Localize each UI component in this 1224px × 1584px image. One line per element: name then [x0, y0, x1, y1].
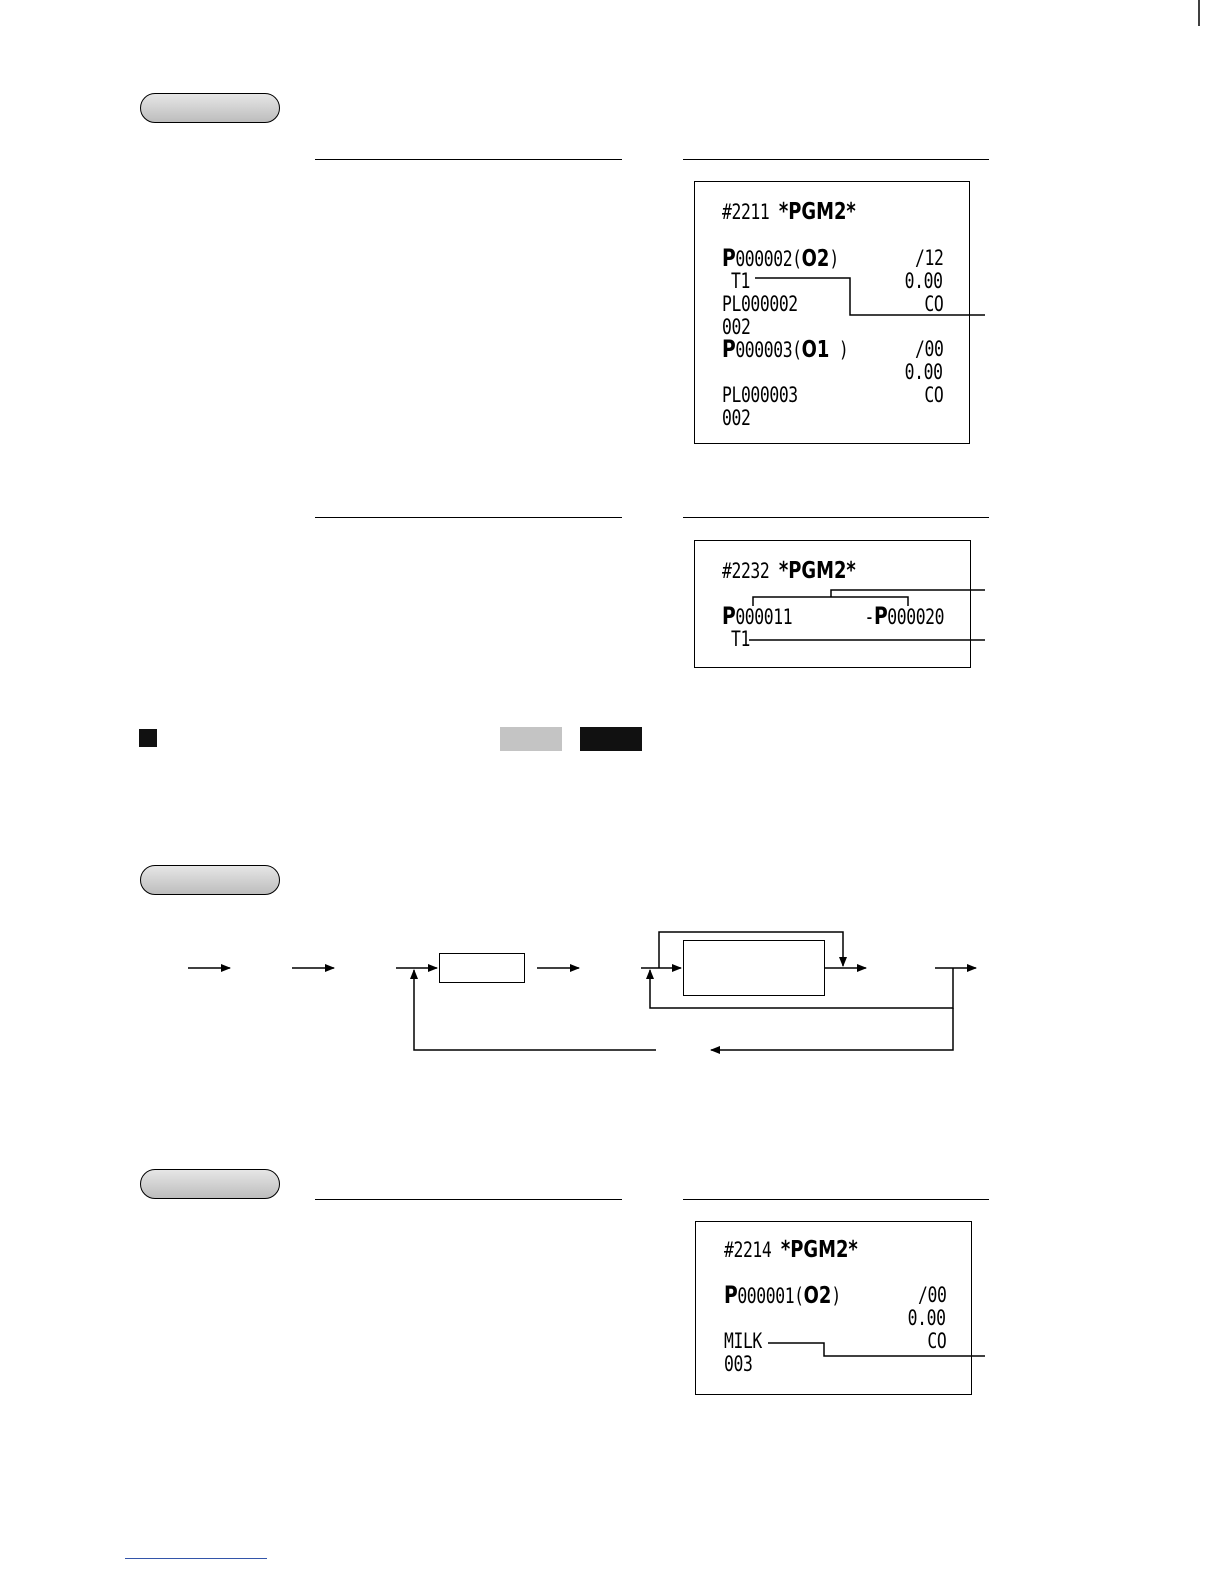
receipt-1-line-8-left: 002	[722, 406, 751, 430]
paren: )	[831, 1284, 841, 1308]
receipt-2-range-start	[722, 602, 793, 630]
plu-code: 000002(	[735, 247, 802, 271]
receipt-1-header	[722, 201, 856, 223]
flow-loop-outer-arrow	[711, 1008, 953, 1050]
mode-indicator-dark	[580, 727, 642, 751]
section-bullet-square	[139, 729, 157, 747]
receipt-1-line-1	[722, 244, 839, 272]
p-marker: P	[724, 1281, 738, 1309]
receipt-3-line-1-right: /00	[917, 1283, 946, 1307]
receipt-1-mode: *PGM2*	[778, 199, 856, 225]
mode-indicator-gray	[500, 727, 562, 751]
flowchart-box-1	[439, 953, 525, 983]
plu-code-start: 000011	[735, 605, 793, 629]
section-label-pill-3	[140, 1169, 280, 1199]
p-marker: P	[722, 602, 736, 630]
receipt-3-line-1	[724, 1281, 841, 1309]
range-dash: -	[864, 605, 874, 629]
receipt-1-line-7-right: CO	[924, 383, 943, 407]
sub-code: O2	[801, 246, 830, 272]
p-marker: P	[722, 244, 736, 272]
sub-code: O2	[803, 1283, 832, 1309]
print-rule-2	[683, 517, 989, 518]
receipt-1-line-4-left: 002	[722, 315, 751, 339]
section-label-pill-1	[140, 93, 280, 123]
print-rule-3	[683, 1199, 989, 1200]
paren: )	[829, 338, 849, 362]
receipt-2-header	[722, 560, 856, 582]
receipt-1-line-5-right: /00	[914, 337, 943, 361]
flowchart-box-2	[683, 940, 825, 996]
procedure-rule-3	[315, 1199, 622, 1200]
receipt-2-number: #2232	[722, 559, 770, 583]
receipt-3-number: #2214	[724, 1238, 772, 1262]
receipt-3-line-2-right: 0.00	[908, 1306, 946, 1330]
receipt-1-line-7-left: PL000003	[722, 383, 798, 407]
procedure-rule-2	[315, 517, 622, 518]
p-marker: P	[722, 335, 736, 363]
receipt-3-header	[724, 1239, 858, 1261]
plu-code: 000003(	[735, 338, 802, 362]
receipt-1-line-3-left: PL000002	[722, 292, 798, 316]
procedure-rule-1	[315, 159, 622, 160]
receipt-1-line-2-right: 0.00	[905, 269, 943, 293]
plu-code: 000001(	[737, 1284, 804, 1308]
receipt-2	[694, 540, 971, 668]
receipt-1-line-2-left: T1	[731, 269, 750, 293]
receipt-1-number: #2211	[722, 200, 770, 224]
receipt-2-range-end	[864, 602, 944, 630]
receipt-2-mode: *PGM2*	[778, 558, 856, 584]
receipt-3-mode: *PGM2*	[780, 1237, 858, 1263]
receipt-1-line-5	[722, 335, 849, 363]
section-label-pill-2	[140, 865, 280, 895]
sub-code: O1	[801, 337, 830, 363]
receipt-3-line-3-left: MILK	[724, 1329, 762, 1353]
receipt-1-line-1-right: /12	[914, 246, 943, 270]
print-rule-1	[683, 159, 989, 160]
receipt-2-line-2: T1	[731, 627, 750, 651]
receipt-3-line-3-right: CO	[927, 1329, 946, 1353]
plu-code-end: 000020	[887, 605, 944, 629]
receipt-3	[695, 1221, 972, 1395]
receipt-1-line-3-right: CO	[924, 292, 943, 316]
receipt-1-line-6-right: 0.00	[905, 360, 943, 384]
receipt-1	[694, 181, 970, 444]
paren: )	[829, 247, 839, 271]
footer-link-underline[interactable]	[125, 1558, 267, 1559]
p-marker: P	[873, 602, 888, 630]
receipt-3-line-4-left: 003	[724, 1352, 753, 1376]
